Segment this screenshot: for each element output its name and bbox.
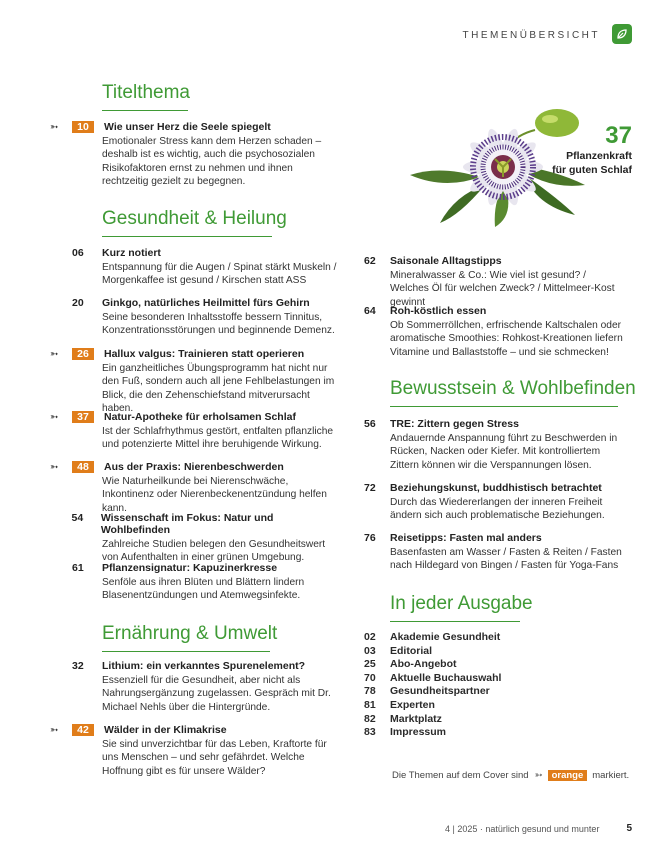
toc-entry[interactable]: [50, 660, 340, 714]
entry-title: Lithium: ein verkanntes Spurenelement?: [102, 660, 306, 672]
cover-arrow-icon: ➳: [50, 462, 59, 473]
page-number: 78: [364, 685, 376, 698]
feature-caption-line1: Pflanzenkraft: [566, 150, 632, 162]
toc-entry[interactable]: [50, 411, 340, 452]
entry-title: Ginkgo, natürliches Heilmittel fürs Gehirn: [102, 297, 310, 309]
heading-gesundheit: Gesundheit & Heilung: [102, 208, 272, 237]
entry-title: TRE: Zittern gegen Stress: [390, 418, 519, 430]
page-number: 20: [72, 297, 84, 309]
entry-title: Reisetipps: Fasten mal anders: [390, 532, 542, 544]
toc-entry[interactable]: [364, 305, 624, 359]
toc-entry[interactable]: [50, 562, 340, 603]
toc-entry[interactable]: [50, 121, 340, 189]
heading-titelthema: Titelthema: [102, 82, 188, 111]
entry-description: Senföle aus ihren Blüten und Blättern lindern Blasenentzündungen und Atemwegsinfekte.: [102, 577, 305, 602]
heading-bewusstsein: Bewusstsein & Wohlbefinden: [390, 378, 618, 407]
page-number: 64: [364, 305, 376, 317]
feature-caption: [552, 150, 632, 177]
page-number: 48: [72, 461, 94, 473]
page-number: 54: [71, 512, 84, 524]
toc-entry[interactable]: [364, 255, 624, 309]
item-title: Aktuelle Buchauswahl: [390, 671, 502, 684]
page-number-footer: 5: [626, 823, 632, 834]
cover-arrow-icon: ➳: [50, 122, 59, 133]
page-number: 03: [364, 644, 376, 657]
heading-jeder-ausgabe: In jeder Ausgabe: [390, 593, 520, 622]
toc-entry[interactable]: [364, 532, 624, 573]
list-item[interactable]: [364, 699, 501, 713]
toc-entry[interactable]: [50, 297, 340, 338]
toc-entry[interactable]: [364, 482, 624, 523]
entry-description: Andauernde Anspannung führt zu Beschwerden in Rücken, Nacken oder Kiefer. Mit kontrolliertem Zittern können wir die Verspannungen lösen.: [390, 433, 618, 471]
list-item[interactable]: [364, 645, 501, 659]
toc-entry[interactable]: [50, 512, 340, 565]
page-number: 10: [72, 121, 94, 133]
list-item[interactable]: [364, 685, 501, 699]
item-title: Experten: [390, 698, 435, 711]
legend-text-before: Die Themen auf dem Cover sind: [392, 770, 529, 781]
page-number: 83: [364, 726, 376, 739]
toc-entry[interactable]: [364, 418, 624, 472]
page-number: 25: [364, 658, 376, 671]
cover-arrow-icon: ➳: [50, 349, 59, 360]
leaf-icon: [612, 24, 632, 44]
item-title: Marktplatz: [390, 712, 442, 725]
list-item[interactable]: [364, 672, 501, 686]
legend-text-after: markiert.: [592, 770, 630, 781]
entry-description: Seine besonderen Inhaltsstoffe bessern Tinnitus, Konzentrationsstörungen und beginnende Demenz.: [102, 312, 335, 337]
entry-description: Mineralwasser & Co.: Wie viel ist gesund? / Welches Öl für welchen Zweck? / Mittelmeer-Kost gewinnt: [390, 270, 615, 308]
entry-description: Entspannung für die Augen / Spinat stärkt Muskeln / Morgenkaffee ist gesund / Kirschen statt ASS: [102, 262, 337, 287]
entry-title: Beziehungskunst, buddhistisch betrachtet: [390, 482, 602, 494]
entry-description: Durch das Wiedererlangen der inneren Freiheit ändern sich auch problematische Beziehungen.: [390, 497, 605, 522]
feature-page-number: 37: [605, 122, 632, 149]
entry-title: Pflanzensignatur: Kapuzinerkresse: [102, 562, 278, 574]
entry-description: Ist der Schlafrhythmus gestört, entfalten pflanzliche und potenzierte Mittel ihre beruhigende Wirkung.: [102, 426, 334, 451]
item-title: Impressum: [390, 726, 447, 739]
page-number: 02: [364, 631, 376, 643]
page-number: 42: [72, 724, 94, 736]
item-title: Akademie Gesundheit: [390, 631, 501, 643]
page-number: 61: [72, 562, 84, 574]
entry-description: Zahlreiche Studien belegen den Gesundheitswert von Aufenthalten in einer grünen Umgebung.: [102, 539, 326, 564]
entry-title: Saisonale Alltagstipps: [390, 255, 502, 267]
entry-title: Natur-Apotheke für erholsamen Schlaf: [104, 411, 296, 423]
toc-entry[interactable]: [50, 461, 340, 515]
page-number: 81: [364, 698, 376, 711]
cover-arrow-icon: ➳: [50, 725, 59, 736]
orange-tag: orange: [548, 770, 588, 781]
page-number: 82: [364, 712, 376, 725]
cover-arrow-icon: ➳: [534, 770, 543, 781]
page-number: 32: [72, 660, 84, 672]
section-header-title: THEMENÜBERSICHT: [462, 30, 600, 41]
page-number: 76: [364, 532, 376, 544]
entry-description: Essenziell für die Gesundheit, aber nicht als Nahrungsergänzung zugelassen. Gespräch mit Dr. Michael Nehls über die Hintergründe.: [102, 675, 331, 713]
entry-title: Wissenschaft im Fokus: Natur und Wohlbefinden: [100, 512, 274, 536]
feature-caption-line2: für guten Schlaf: [552, 163, 632, 176]
entry-description: Sie sind unverzichtbar für das Leben, Kraftorte für uns Menschen – und sehr gefährdet. Welche Hoffnung gibt es für unsere Wälder?: [102, 739, 327, 777]
list-item[interactable]: [364, 658, 501, 672]
heading-ernaehrung: Ernährung & Umwelt: [102, 623, 270, 652]
toc-entry[interactable]: [50, 348, 340, 416]
toc-entry[interactable]: [50, 724, 340, 778]
page-number: 70: [364, 671, 376, 684]
entry-title: Wie unser Herz die Seele spiegelt: [104, 121, 271, 133]
list-item[interactable]: [364, 726, 501, 740]
regular-sections-list: [364, 631, 501, 740]
entry-title: Kurz notiert: [102, 247, 161, 259]
entry-description: Basenfasten am Wasser / Fasten & Reiten / Fasten nach Hildegard von Bingen / Fasten für Yoga-Fans: [390, 547, 622, 572]
item-title: Editorial: [390, 644, 433, 657]
entry-title: Hallux valgus: Trainieren statt operieren: [104, 348, 305, 360]
entry-description: Emotionaler Stress kann dem Herzen schaden – deshalb ist es wichtig, auch die psychosozialen Risikofaktoren ernst zu nehmen und ihnen rechtzeitig gezielt zu begegnen.: [102, 136, 322, 188]
page-number: 72: [364, 482, 376, 494]
entry-description: Ob Sommerröllchen, erfrischende Kaltschalen oder aromatische Smoothies: Rohkost-Kreationen liefern Vitamine und Ballaststoffe – und sie schmecken!: [390, 320, 623, 358]
toc-entry[interactable]: [50, 247, 340, 288]
entry-title: Wälder in der Klimakrise: [104, 724, 227, 736]
cover-arrow-icon: ➳: [50, 412, 59, 423]
cover-legend-note: [392, 770, 629, 781]
item-title: Abo-Angebot: [390, 658, 457, 671]
entry-title: Aus der Praxis: Nierenbeschwerden: [104, 461, 284, 473]
entry-description: Wie Naturheilkunde bei Nierenschwäche, Inkontinenz oder Nierenbeckenentzündung helfen kann.: [102, 476, 327, 514]
issue-footer: 4 | 2025 · natürlich gesund und munter: [445, 824, 600, 834]
page-number: 06: [72, 247, 84, 259]
entry-title: Roh-köstlich essen: [390, 305, 487, 317]
list-item[interactable]: [364, 631, 501, 645]
page-number: 56: [364, 418, 376, 430]
list-item[interactable]: [364, 713, 501, 727]
page-number: 26: [72, 348, 94, 360]
page-number: 37: [72, 411, 94, 423]
entry-description: Ein ganzheitliches Übungsprogramm hat nicht nur den Fuß, sondern auch all jene Fehlbelastungen im Blick, die den Zehenschiefstand mitverursacht haben.: [102, 363, 335, 415]
page-number: 62: [364, 255, 376, 267]
item-title: Gesundheitspartner: [390, 685, 490, 698]
